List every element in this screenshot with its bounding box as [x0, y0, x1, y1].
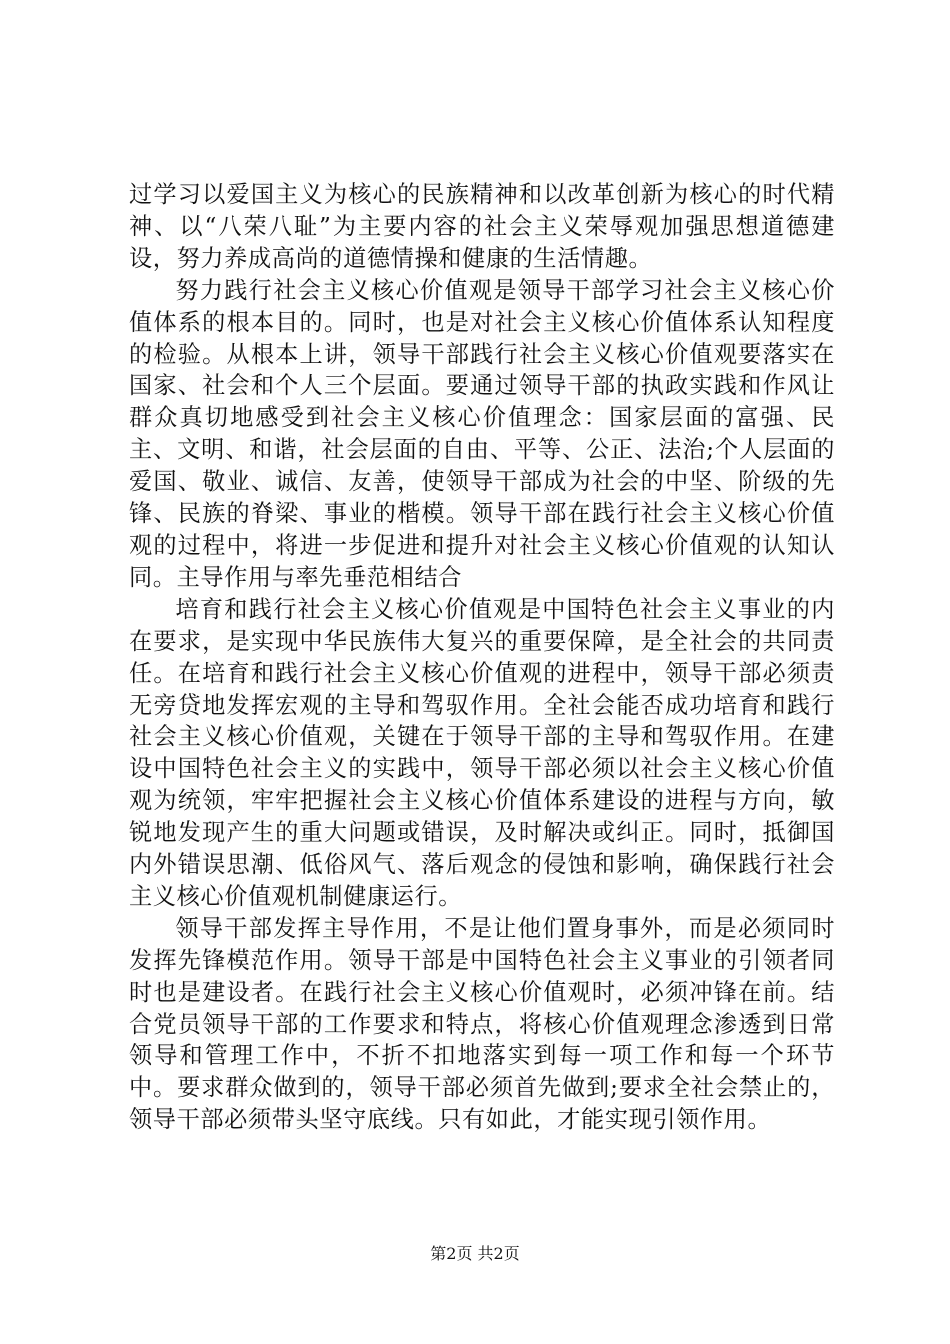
paragraph-leading-role: 领导干部发挥主导作用，不是让他们置身事外，而是必须同时发挥先锋模范作用。领导干部是中国特色社会主义事业的引领者同时也是建设者。在践行社会主义核心价值观时，必须冲锋在前。结合党员领导干部的工作要求和特点，将核心价值观理念渗透到日常领导和管理工作中，不折不扣地落实到每一项工作和每一个环节中。要求群众做到的，领导干部必须首先做到;要求全社会禁止的，领导干部必须带头坚守底线。只有如此，才能实现引领作用。: [129, 914, 835, 1134]
page-number-footer: 第2页 共2页: [430, 1244, 520, 1263]
paragraph-practice-core-values: 努力践行社会主义核心价值观是领导干部学习社会主义核心价值体系的根本目的。同时，也是对社会主义核心价值体系认知程度的检验。从根本上讲，领导干部践行社会主义核心价值观要落实在国家、社会和个人三个层面。要通过领导干部的执政实践和作风让群众真切地感受到社会主义核心价值理念：国家层面的富强、民主、文明、和谐，社会层面的自由、平等、公正、法治;个人层面的爱国、敬业、诚信、友善，使领导干部成为社会的中坚、阶级的先锋、民族的脊梁、事业的楷模。领导干部在践行社会主义核心价值观的过程中，将进一步促进和提升对社会主义核心价值观的认知认同。主导作用与率先垂范相结合: [129, 276, 835, 591]
paragraph-continued: 过学习以爱国主义为核心的民族精神和以改革创新为核心的时代精神、以“八荣八耻”为主要内容的社会主义荣辱观加强思想道德建设，努力养成高尚的道德情操和健康的生活情趣。: [129, 181, 835, 272]
paragraph-cultivate-core-values: 培育和践行社会主义核心价值观是中国特色社会主义事业的内在要求，是实现中华民族伟大复兴的重要保障，是全社会的共同责任。在培育和践行社会主义核心价值观的进程中，领导干部必须责无旁贷地发挥宏观的主导和驾驭作用。全社会能否成功培育和践行社会主义核心价值观，关键在于领导干部的主导和驾驭作用。在建设中国特色社会主义的实践中，领导干部必须以社会主义核心价值观为统领，牢牢把握社会主义核心价值体系建设的进程与方向，敏锐地发现产生的重大问题或错误，及时解决或纠正。同时，抵御国内外错误思潮、低俗风气、落后观念的侵蚀和影响，确保践行社会主义核心价值观机制健康运行。: [129, 595, 835, 910]
document-body: [129, 179, 835, 1136]
